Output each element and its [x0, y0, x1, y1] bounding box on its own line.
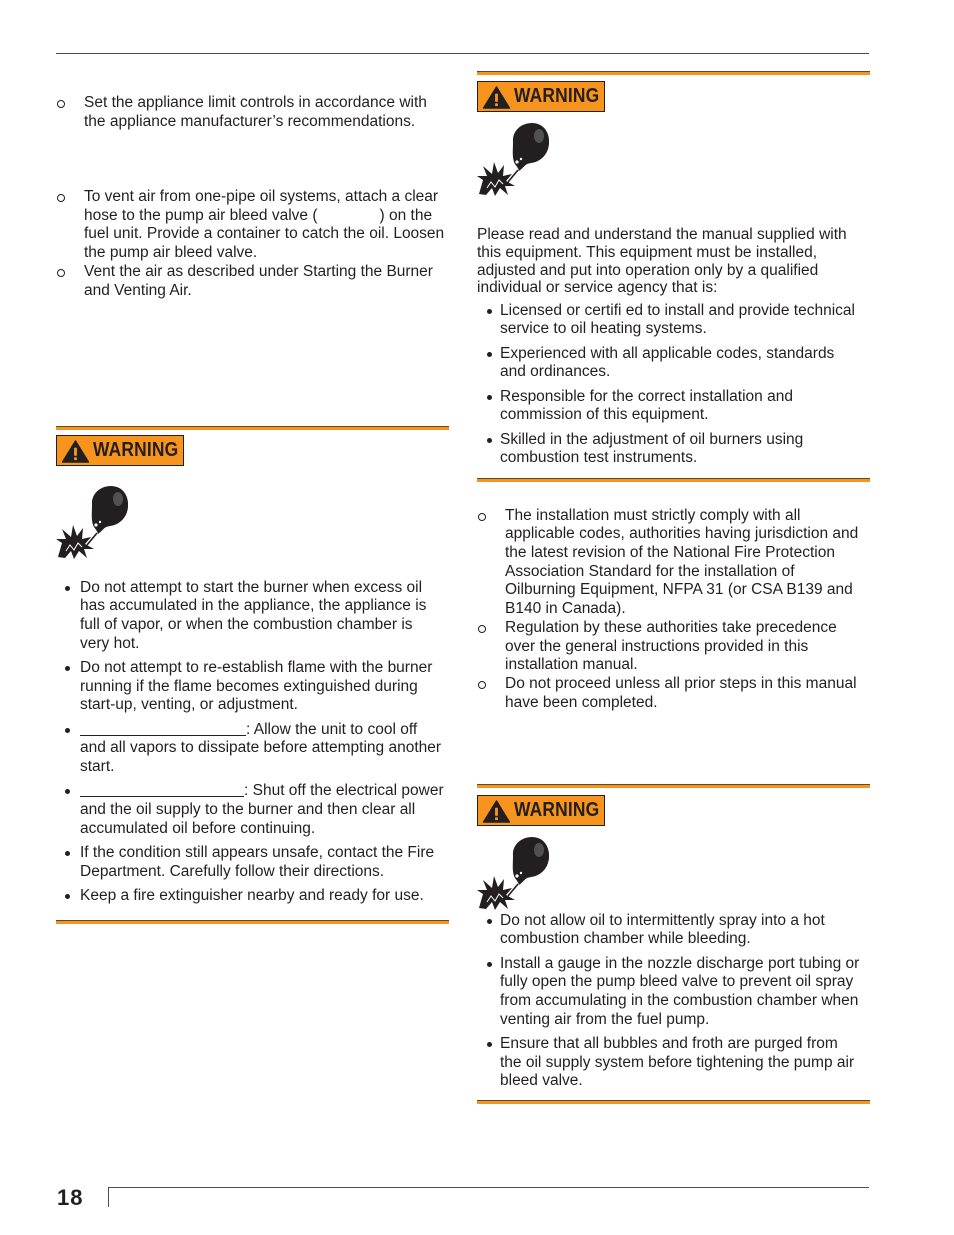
circle-bullet [478, 513, 486, 521]
list-item [56, 579, 466, 654]
item-text: Keep a fire extinguisher nearby and ready for use. [80, 887, 424, 905]
step-code-compliance [478, 507, 885, 619]
item-text: Do not attempt to start the burner when excess oil has accumulated in the appliance, the appliance is full of vapor, or when the combustion chamber is very hot. [80, 578, 427, 652]
warning-box-bottom-rule [477, 1100, 870, 1104]
warning-box-top-rule [477, 784, 870, 788]
page-number: 18 [57, 1185, 84, 1210]
bullet [65, 728, 70, 733]
blank-underline [80, 786, 244, 797]
warning-badge [477, 81, 605, 112]
list-item [477, 388, 887, 425]
circle-bullet [478, 625, 486, 633]
qualification-intro: Please read and understand the manual supplied with this equipment. This equipment must be installed, adjusted and put into operation only by a qualified individual or service agency that is: [477, 226, 847, 297]
warning-badge [56, 435, 184, 466]
item-text: Experienced with all applicable codes, standards and ordinances. [500, 344, 835, 381]
item-text: Do not attempt to re-establish flame with the burner running if the flame becomes extinguished during start-up, venting, or adjustment. [80, 659, 433, 714]
step-text: Regulation by these authorities take precedence over the general instructions provided in this installation manual. [505, 618, 837, 674]
bullet [487, 1042, 492, 1047]
warning-label: WARNING [514, 85, 600, 107]
header-rule [56, 53, 869, 54]
bullet [487, 438, 492, 443]
item-text: Install a gauge in the nozzle discharge port tubing or fully open the pump bleed valve to prevent oil spray from accumulating in the combustion chamber when venting air from the fuel pump. [500, 954, 860, 1028]
explosion-hazard-icon [477, 836, 549, 910]
circle-bullet [57, 194, 65, 202]
warning-triangle-icon [482, 86, 511, 109]
step-set-limit-controls [57, 94, 464, 131]
footer-divider [108, 1187, 109, 1207]
list-item [477, 431, 887, 468]
circle-bullet [478, 681, 486, 689]
item-text: Responsible for the correct installation and commission of this equipment. [500, 387, 793, 424]
warning-box-bottom-rule [477, 478, 870, 482]
warning-triangle-icon [61, 440, 90, 463]
step-text-after: ) on the fuel unit. Provide a container to catch the oil. Loosen the pump air bleed valve. [84, 206, 445, 262]
step-text: Set the appliance limit controls in accordance with the appliance manufacturer’s recommendations. [84, 94, 427, 130]
item-text [80, 782, 466, 838]
step-text-before: To vent air from one-pipe oil systems, attach a clear hose to the pump air bleed valve ( [84, 188, 439, 224]
list-item [56, 887, 466, 906]
list-item [56, 721, 466, 777]
footer-rule [108, 1187, 869, 1188]
circle-bullet [57, 100, 65, 108]
item-text-after-blank: : Shut off the electrical power and the oil supply to the burner and then clear all accumulated oil before continuing. [80, 782, 444, 837]
step-vent-air [57, 263, 464, 300]
list-item [477, 302, 887, 339]
bleeding-warning-list [477, 912, 887, 1097]
bullet [65, 789, 70, 794]
step-regulation-precedence [478, 619, 885, 675]
warning-label: WARNING [514, 799, 600, 821]
step-text: Do not proceed unless all prior steps in this manual have been completed. [505, 674, 857, 711]
warning-list [56, 579, 466, 912]
bullet [65, 894, 70, 899]
item-text: Licensed or certifi ed to install and provide technical service to oil heating systems. [500, 301, 855, 338]
explosion-hazard-icon [56, 485, 128, 559]
bullet [487, 919, 492, 924]
item-text: Ensure that all bubbles and froth are purged from the oil supply system before tightening the pump air bleed valve. [500, 1035, 855, 1090]
bullet [65, 666, 70, 671]
step-text: Vent the air as described under Starting the Burner and Venting Air. [84, 262, 433, 299]
bullet [65, 851, 70, 856]
list-item [56, 782, 466, 838]
item-text: Do not allow oil to intermittently spray into a hot combustion chamber while bleeding. [500, 911, 825, 948]
step-text [84, 188, 464, 263]
circle-bullet [57, 269, 65, 277]
item-text-after-blank: : Allow the unit to cool off and all vapors to dissipate before attempting another start. [80, 720, 442, 776]
bullet [487, 962, 492, 967]
step-prior-steps [478, 675, 885, 712]
step-text: The installation must strictly comply with all applicable codes, authorities having jurisdiction and the latest revision of the National Fire Protection Association Standard for the installation of Oilburning Equipment, NFPA 31 (or CSA B139 and B140 in Canada). [505, 506, 859, 618]
warning-triangle-icon [482, 800, 511, 823]
warning-box-bottom-rule [56, 920, 449, 924]
bullet [487, 309, 492, 314]
item-text: If the condition still appears unsafe, contact the Fire Department. Carefully follow their directions. [80, 844, 435, 880]
list-item [477, 955, 887, 1030]
warning-box-top-rule [477, 71, 870, 75]
step-vent-one-pipe [57, 188, 464, 263]
bullet [487, 395, 492, 400]
explosion-hazard-icon [477, 122, 549, 196]
warning-badge [477, 795, 605, 826]
warning-box-top-rule [56, 426, 449, 430]
qualification-list [477, 302, 887, 474]
bullet [65, 586, 70, 591]
item-text [80, 721, 466, 777]
list-item [56, 844, 466, 881]
item-text: Skilled in the adjustment of oil burners using combustion test instruments. [500, 430, 804, 467]
warning-label: WARNING [93, 439, 179, 461]
bullet [487, 352, 492, 357]
list-item [477, 345, 887, 382]
list-item [56, 659, 466, 715]
list-item [477, 1035, 887, 1091]
list-item [477, 912, 887, 949]
blank-underline [80, 725, 246, 736]
